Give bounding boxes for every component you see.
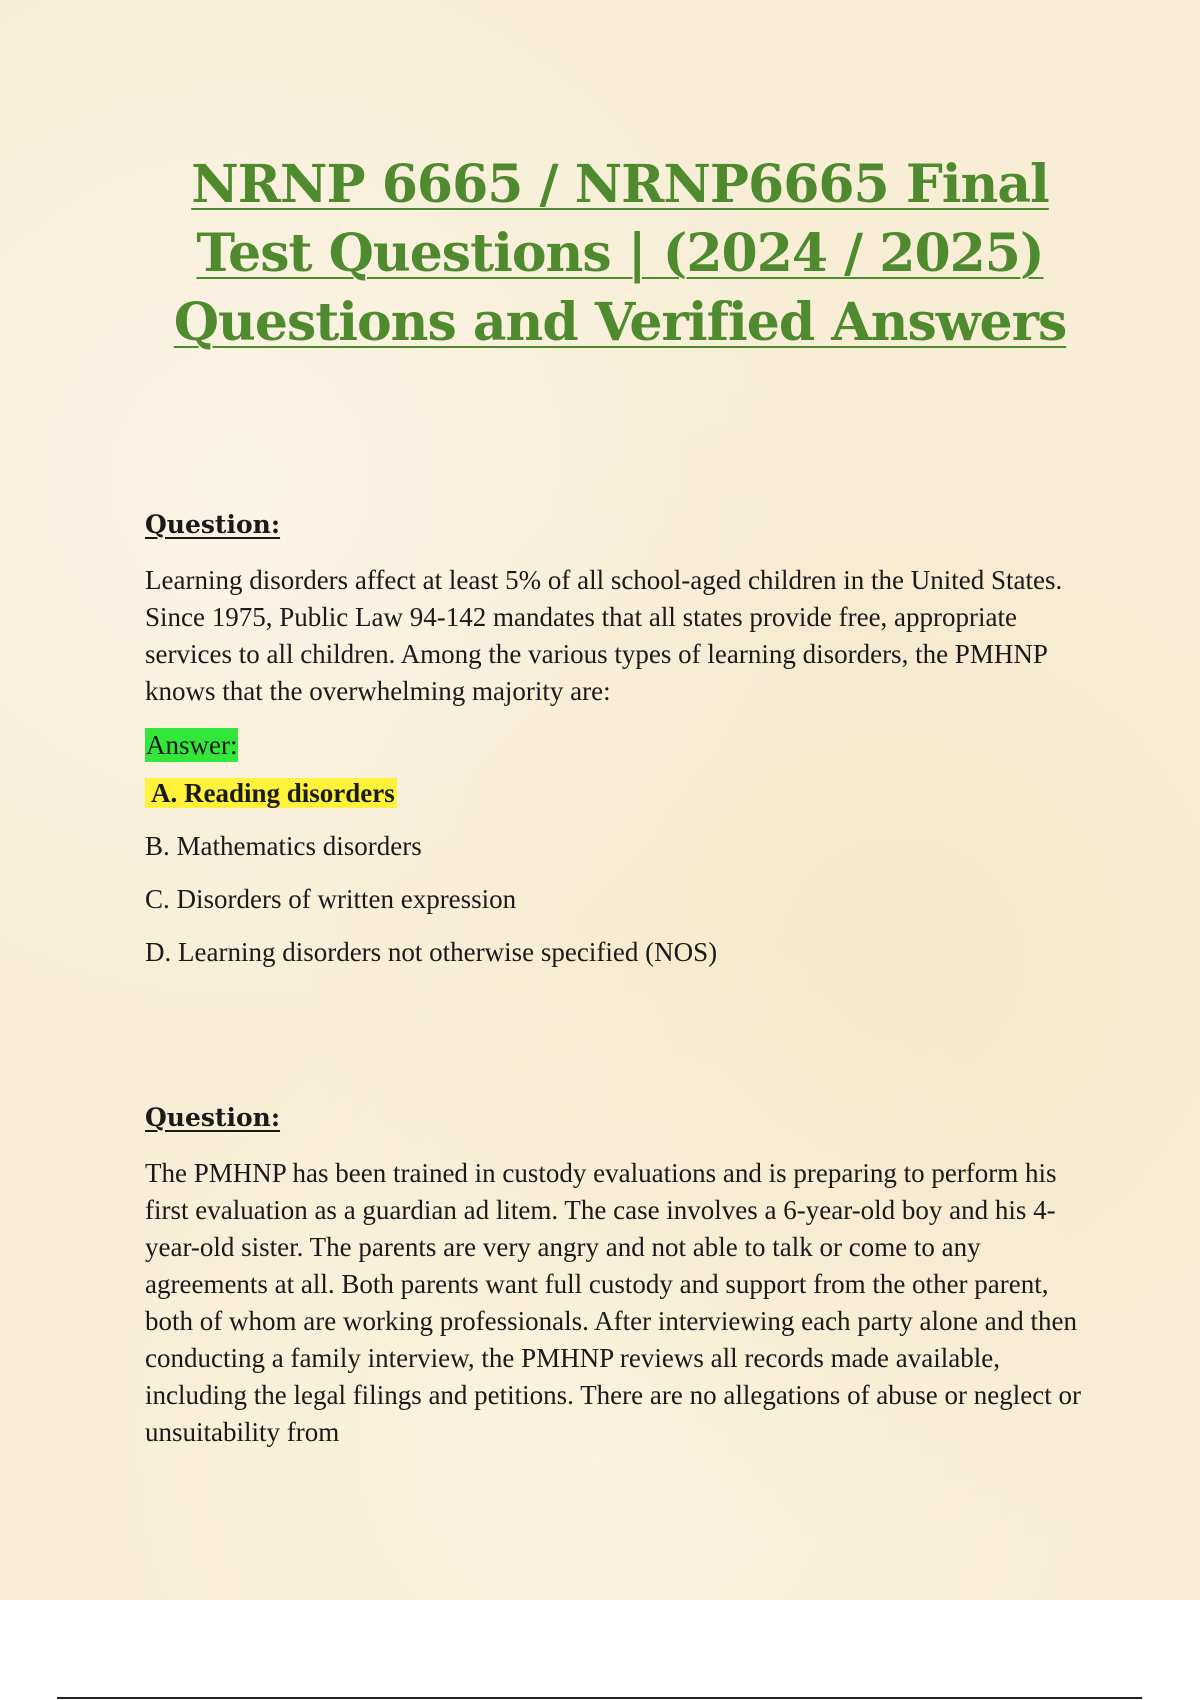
option-d	[145, 935, 1085, 969]
question-label: Question:	[145, 510, 281, 539]
answer-options	[145, 776, 1085, 969]
question-text: The PMHNP has been trained in custody evaluations and is preparing to perform his first evaluation as a guardian ad litem. The case involves a 6-year-old boy and his 4-year-old sister. The parents are very angry and not able to talk or come to any agreements at all. Both parents want full custody and support from the other parent, both of whom are working professionals. After interviewing each party alone and then conducting a family interview, the PMHNP reviews all records made available, including the legal filings and petitions. There are no allegations of abuse or neglect or unsuitability from	[145, 1158, 1081, 1447]
question-block-1	[145, 510, 1085, 988]
footer-divider	[57, 1697, 1142, 1699]
option-text: B. Mathematics disorders	[145, 831, 422, 861]
document-title: NRNP 6665 / NRNP6665 Final Test Questions | (2024 / 2025) Questions and Verified Answers	[173, 154, 1067, 353]
question-label: Question:	[145, 1103, 281, 1132]
option-text: A. Reading disorders	[145, 778, 397, 808]
question-block-2	[145, 1103, 1085, 1451]
option-c	[145, 882, 1085, 916]
option-text: D. Learning disorders not otherwise specified (NOS)	[145, 937, 718, 967]
option-text: C. Disorders of written expression	[145, 884, 517, 914]
question-text: Learning disorders affect at least 5% of all school-aged children in the United States. Since 1975, Public Law 94-142 mandates that all states provide free, appropriate services to all children. Among the various types of learning disorders, the PMHNP knows that the overwhelming majority are:	[145, 565, 1063, 706]
option-a-correct	[145, 776, 1085, 810]
answer-label: Answer:	[146, 730, 238, 760]
option-b	[145, 829, 1085, 863]
